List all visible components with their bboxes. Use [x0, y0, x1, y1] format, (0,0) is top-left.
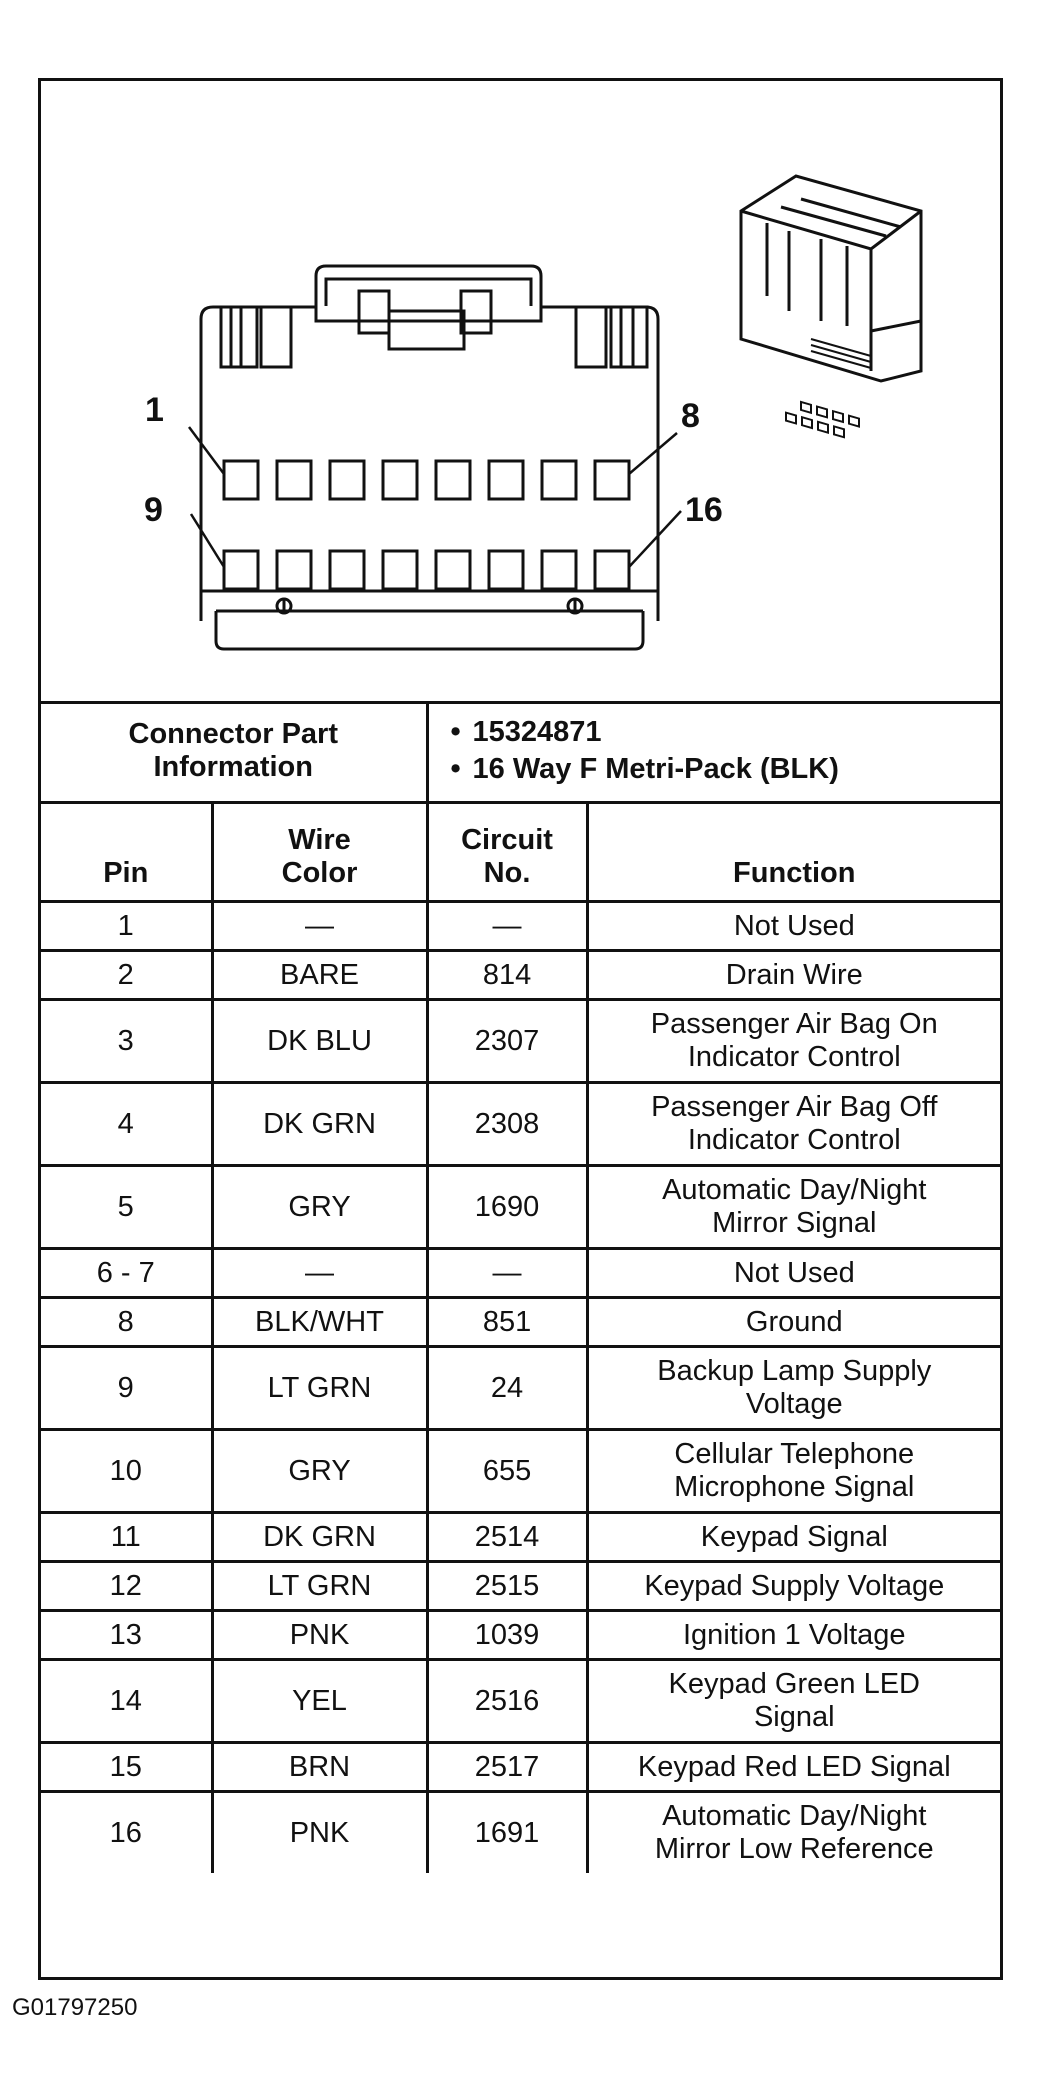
function-cell: Backup Lamp Supply Voltage: [587, 1347, 1000, 1430]
table-row: [41, 1166, 1000, 1249]
callout-pin-16: 16: [685, 491, 723, 529]
circuit-cell: —: [427, 1249, 587, 1298]
table-row: [41, 1298, 1000, 1347]
circuit-cell: 655: [427, 1430, 587, 1513]
table-row: [41, 1083, 1000, 1166]
table-row: [41, 1792, 1000, 1874]
circuit-cell: 2516: [427, 1660, 587, 1743]
header-pin: Pin: [41, 803, 212, 902]
function-cell: Keypad Green LED Signal: [587, 1660, 1000, 1743]
wire-color-cell: DK GRN: [212, 1513, 427, 1562]
circuit-cell: 1691: [427, 1792, 587, 1874]
function-cell: Passenger Air Bag On Indicator Control: [587, 1000, 1000, 1083]
connector-isometric-cavities: [786, 402, 859, 437]
pinout-table: [41, 701, 1000, 1873]
circuit-cell: 2517: [427, 1743, 587, 1792]
function-cell: Keypad Supply Voltage: [587, 1562, 1000, 1611]
function-cell: Passenger Air Bag Off Indicator Control: [587, 1083, 1000, 1166]
pin-cell: 1: [41, 902, 212, 951]
table-row: [41, 1249, 1000, 1298]
function-cell: Automatic Day/Night Mirror Low Reference: [587, 1792, 1000, 1874]
function-cell: Keypad Signal: [587, 1513, 1000, 1562]
wire-color-cell: PNK: [212, 1792, 427, 1874]
circuit-cell: —: [427, 902, 587, 951]
circuit-cell: 24: [427, 1347, 587, 1430]
callout-pin-1: 1: [145, 391, 164, 429]
pin-cell: 2: [41, 951, 212, 1000]
pin-cavities-bottom-row: [224, 551, 629, 589]
wire-color-cell: PNK: [212, 1611, 427, 1660]
table-row: [41, 1611, 1000, 1660]
wire-color-cell: —: [212, 1249, 427, 1298]
circuit-cell: 2308: [427, 1083, 587, 1166]
table-row: [41, 902, 1000, 951]
function-cell: Not Used: [587, 902, 1000, 951]
wire-color-cell: GRY: [212, 1430, 427, 1513]
circuit-cell: 814: [427, 951, 587, 1000]
table-header-row: [41, 803, 1000, 902]
function-cell: Cellular Telephone Microphone Signal: [587, 1430, 1000, 1513]
pin-cell: 15: [41, 1743, 212, 1792]
wire-color-cell: YEL: [212, 1660, 427, 1743]
wire-color-cell: DK BLU: [212, 1000, 427, 1083]
pin-cell: 8: [41, 1298, 212, 1347]
circuit-cell: 2515: [427, 1562, 587, 1611]
figure-id: G01797250: [12, 1994, 138, 2021]
connector-pinout-figure: [38, 78, 1003, 1980]
table-row: [41, 1660, 1000, 1743]
pin-cell: 3: [41, 1000, 212, 1083]
table-row: [41, 1430, 1000, 1513]
table-row: [41, 1347, 1000, 1430]
table-row: [41, 951, 1000, 1000]
pin-cell: 4: [41, 1083, 212, 1166]
circuit-cell: 2514: [427, 1513, 587, 1562]
header-wire-color: Wire Color: [212, 803, 427, 902]
table-row: [41, 1513, 1000, 1562]
connector-type: • 16 Way F Metri-Pack (BLK): [450, 753, 839, 785]
table-row: [41, 1000, 1000, 1083]
wire-color-cell: BARE: [212, 951, 427, 1000]
pin-cell: 11: [41, 1513, 212, 1562]
pin-cell: 13: [41, 1611, 212, 1660]
connector-part-number: • 15324871: [450, 716, 602, 748]
connector-label-line1: Connector Part: [128, 718, 338, 750]
pin-cavities-top-row: [224, 461, 629, 499]
pin-cell: 9: [41, 1347, 212, 1430]
circuit-cell: 1690: [427, 1166, 587, 1249]
function-cell: Keypad Red LED Signal: [587, 1743, 1000, 1792]
circuit-cell: 2307: [427, 1000, 587, 1083]
pin-cell: 5: [41, 1166, 212, 1249]
wire-color-cell: DK GRN: [212, 1083, 427, 1166]
pin-cell: 10: [41, 1430, 212, 1513]
connector-label-line2: Information: [153, 751, 313, 783]
connector-face-drawing: [41, 81, 1000, 701]
callout-pin-9: 9: [144, 491, 163, 529]
table-row: [41, 1562, 1000, 1611]
header-function: Function: [587, 803, 1000, 902]
function-cell: Ground: [587, 1298, 1000, 1347]
callout-pin-8: 8: [681, 397, 700, 435]
connector-part-info-label: [41, 701, 427, 803]
wire-color-cell: BLK/WHT: [212, 1298, 427, 1347]
wire-color-cell: BRN: [212, 1743, 427, 1792]
pin-cell: 14: [41, 1660, 212, 1743]
wire-color-cell: GRY: [212, 1166, 427, 1249]
table-row: [41, 1743, 1000, 1792]
wire-color-cell: LT GRN: [212, 1347, 427, 1430]
function-cell: Not Used: [587, 1249, 1000, 1298]
function-cell: Drain Wire: [587, 951, 1000, 1000]
function-cell: Ignition 1 Voltage: [587, 1611, 1000, 1660]
connector-part-info: [427, 701, 1000, 803]
header-circuit-no: Circuit No.: [427, 803, 587, 902]
circuit-cell: 851: [427, 1298, 587, 1347]
connector-diagram: [41, 81, 1000, 704]
pin-cell: 6 - 7: [41, 1249, 212, 1298]
wire-color-cell: LT GRN: [212, 1562, 427, 1611]
function-cell: Automatic Day/Night Mirror Signal: [587, 1166, 1000, 1249]
wire-color-cell: —: [212, 902, 427, 951]
pin-cell: 16: [41, 1792, 212, 1874]
circuit-cell: 1039: [427, 1611, 587, 1660]
pin-cell: 12: [41, 1562, 212, 1611]
